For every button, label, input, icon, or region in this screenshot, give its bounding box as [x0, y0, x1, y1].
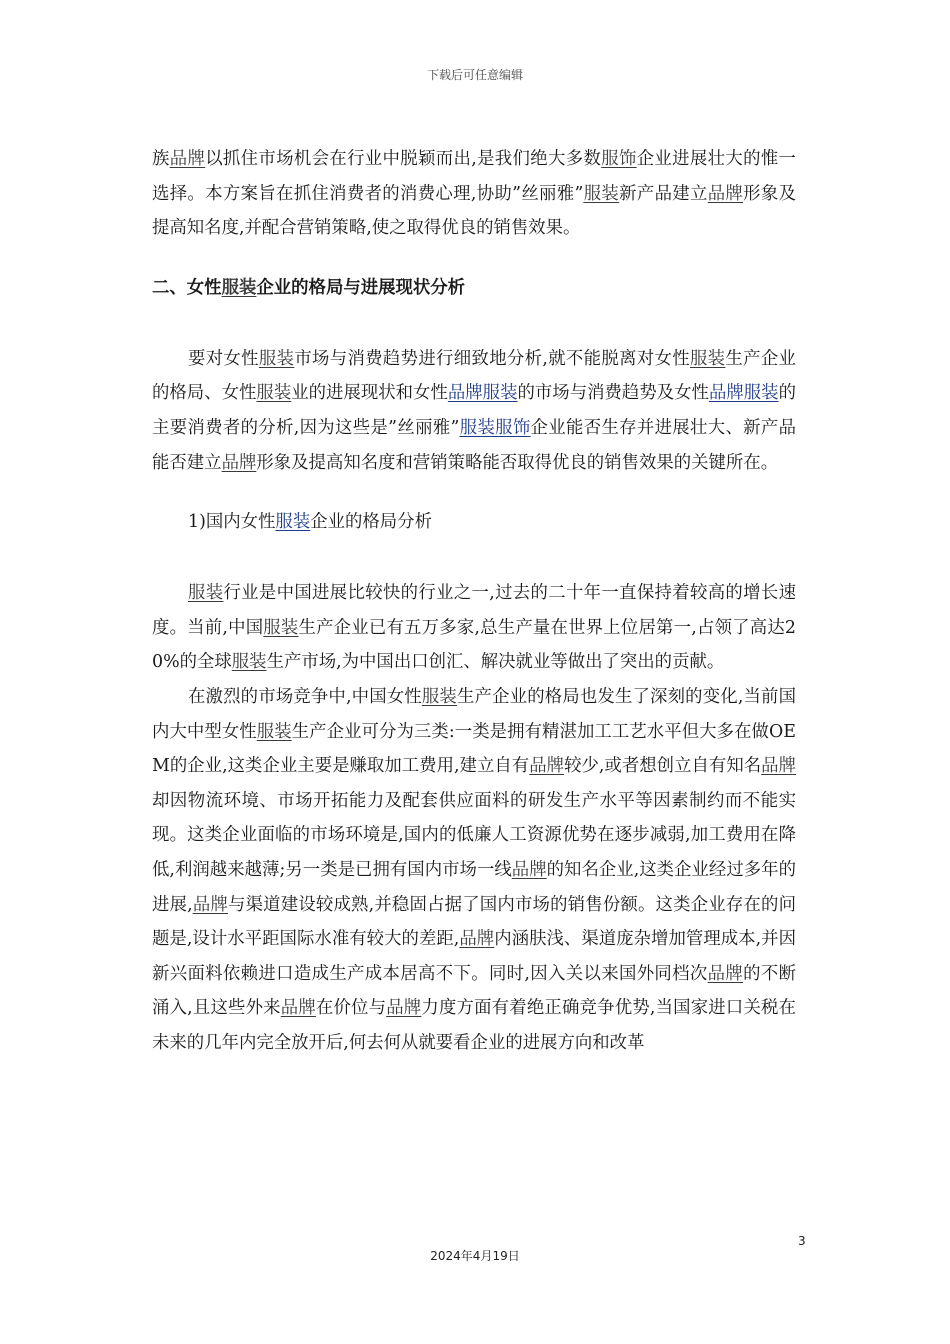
text-span: 要对女性: [188, 348, 259, 369]
text-span: 的不断涌入,且这些外来: [152, 963, 796, 1019]
link-brand[interactable]: 品牌: [529, 756, 565, 777]
paragraph-competition: [152, 680, 796, 1061]
text-span: 生产企业可分为三类:一类是拥有精湛加工工艺水平但大多在做OEM的企业,这类企业主要是赚取加工费用,建立自有: [152, 721, 796, 777]
text-span: 生产市场,为中国出口创汇、解决就业等做出了突出的贡献。: [266, 652, 725, 673]
text-span: 在激烈的市场竞争中,中国女性: [188, 686, 422, 707]
text-span: 生产企业已有五万多家,总生产量在世界上位居第一,占领了高达20%的全球: [152, 617, 796, 673]
link-clothing[interactable]: 服装: [689, 348, 726, 369]
link-clothing[interactable]: 服装: [231, 652, 267, 673]
text-span: 业的进展现状和女性: [291, 383, 448, 404]
text-span: 的知名企业,这类企业经过多年的进展,: [152, 859, 796, 915]
link-apparel[interactable]: 服饰: [601, 149, 637, 169]
text-span: 新产品建立: [619, 183, 708, 204]
link-brand[interactable]: 品牌: [386, 998, 422, 1019]
paragraph-intro-continued: [152, 142, 796, 246]
link-clothing[interactable]: 服装: [263, 617, 299, 638]
text-span: 的市场与消费趋势及女性: [517, 383, 709, 404]
text-span: 以抓住市场机会在行业中脱颖而出,是我们绝大多数: [205, 149, 602, 169]
paragraph-analysis: [152, 342, 796, 480]
text-span: 形象及提高知名度和营销策略能否取得优良的销售效果的关键所在。: [256, 452, 779, 473]
page-number: 3: [798, 1234, 806, 1248]
text-span: 在价位与: [315, 998, 387, 1019]
text-span: 企业能否生存并进展壮大、新产品能否建立: [152, 417, 796, 473]
link-clothing[interactable]: 服装: [256, 383, 292, 404]
text-span: 行业是中国进展比较快的行业之一,过去的二十年一直保持着较高的增长速度。当前,中国: [152, 583, 796, 638]
text-span: 与渠道建设较成熟,并稳固占据了国内市场的销售份额。这类企业存在的问题是,设计水平距国际水准有较大的差距,: [152, 894, 796, 950]
link-brand-clothing[interactable]: 品牌服装: [708, 383, 779, 404]
document-body: [152, 142, 796, 1060]
text-span: 形象及提高知名度,并配合营销策略,使之取得优良的销售效果。: [152, 183, 796, 239]
text-span: 内涵肤浅、渠道庞杂增加管理成本,并因新兴面料依赖进口造成生产成本居高不下。同时,因入关以来国外同档次: [152, 929, 796, 984]
text-span: 企业的格局分析: [310, 512, 432, 533]
text-span: 生产企业的格局、女性: [152, 348, 796, 404]
link-clothing[interactable]: 服装: [275, 512, 311, 533]
link-brand[interactable]: 品牌: [707, 183, 744, 204]
link-brand[interactable]: 品牌: [221, 452, 257, 473]
paragraph-industry: [152, 576, 796, 680]
text-span: 族: [152, 149, 170, 169]
link-clothing[interactable]: 服装: [583, 183, 620, 204]
text-span: 的主要消费者的分析,因为这些是”丝丽雅”: [152, 383, 796, 438]
link-brand[interactable]: 品牌: [511, 859, 547, 880]
link-brand[interactable]: 品牌: [761, 756, 796, 777]
text-span: 1)国内女性: [188, 512, 276, 533]
link-clothing[interactable]: 服装: [258, 348, 295, 369]
section-heading: [152, 274, 796, 302]
link-brand[interactable]: 品牌: [192, 894, 229, 915]
text-span: 企业进展壮大的惟一选择。本方案旨在抓住消费者的消费心理,协助”丝丽雅”: [152, 149, 796, 204]
text-span: 较少,或者想创立自有知名: [564, 756, 762, 777]
text-span: 力度方面有着绝正确竞争优势,当国家进口关税在未来的几年内完全放开后,何去何从就要看企业的进展方向和改革: [152, 998, 796, 1053]
link-brand[interactable]: 品牌: [169, 149, 206, 169]
link-clothing[interactable]: 服装: [256, 721, 292, 742]
text-span: 市场与消费趋势进行细致地分析,就不能脱离对女性: [294, 348, 690, 369]
link-brand[interactable]: 品牌: [280, 998, 316, 1019]
link-brand[interactable]: 品牌: [707, 963, 744, 984]
link-clothing[interactable]: 服装: [188, 583, 224, 604]
text-span: 生产企业的格局也发生了深刻的变化,当前国内大中型女性: [152, 686, 796, 742]
link-clothing[interactable]: 服装: [421, 686, 457, 707]
text-span: 企业的格局与进展现状分析: [256, 277, 466, 298]
link-clothing[interactable]: 服装: [221, 277, 257, 298]
link-brand-clothing[interactable]: 品牌服装: [447, 383, 518, 404]
text-span: 二、女性: [152, 277, 222, 298]
link-brand[interactable]: 品牌: [459, 929, 495, 950]
page-footer-date: 2024年4月19日: [430, 1249, 520, 1263]
text-span: 却因物流环境、市场开拓能力及配套供应面料的研发生产水平等因素制约而不能实现。这类企业面临的市场环境是,国内的低廉人工资源优势在逐步减弱,加工费用在降低,利润越来越薄;另一类是已拥有国内市场一线: [152, 790, 796, 880]
subsection-heading: [152, 508, 796, 536]
page-header: 下载后可任意编辑: [426, 68, 523, 82]
link-clothing-apparel[interactable]: 服装服饰: [459, 417, 531, 438]
